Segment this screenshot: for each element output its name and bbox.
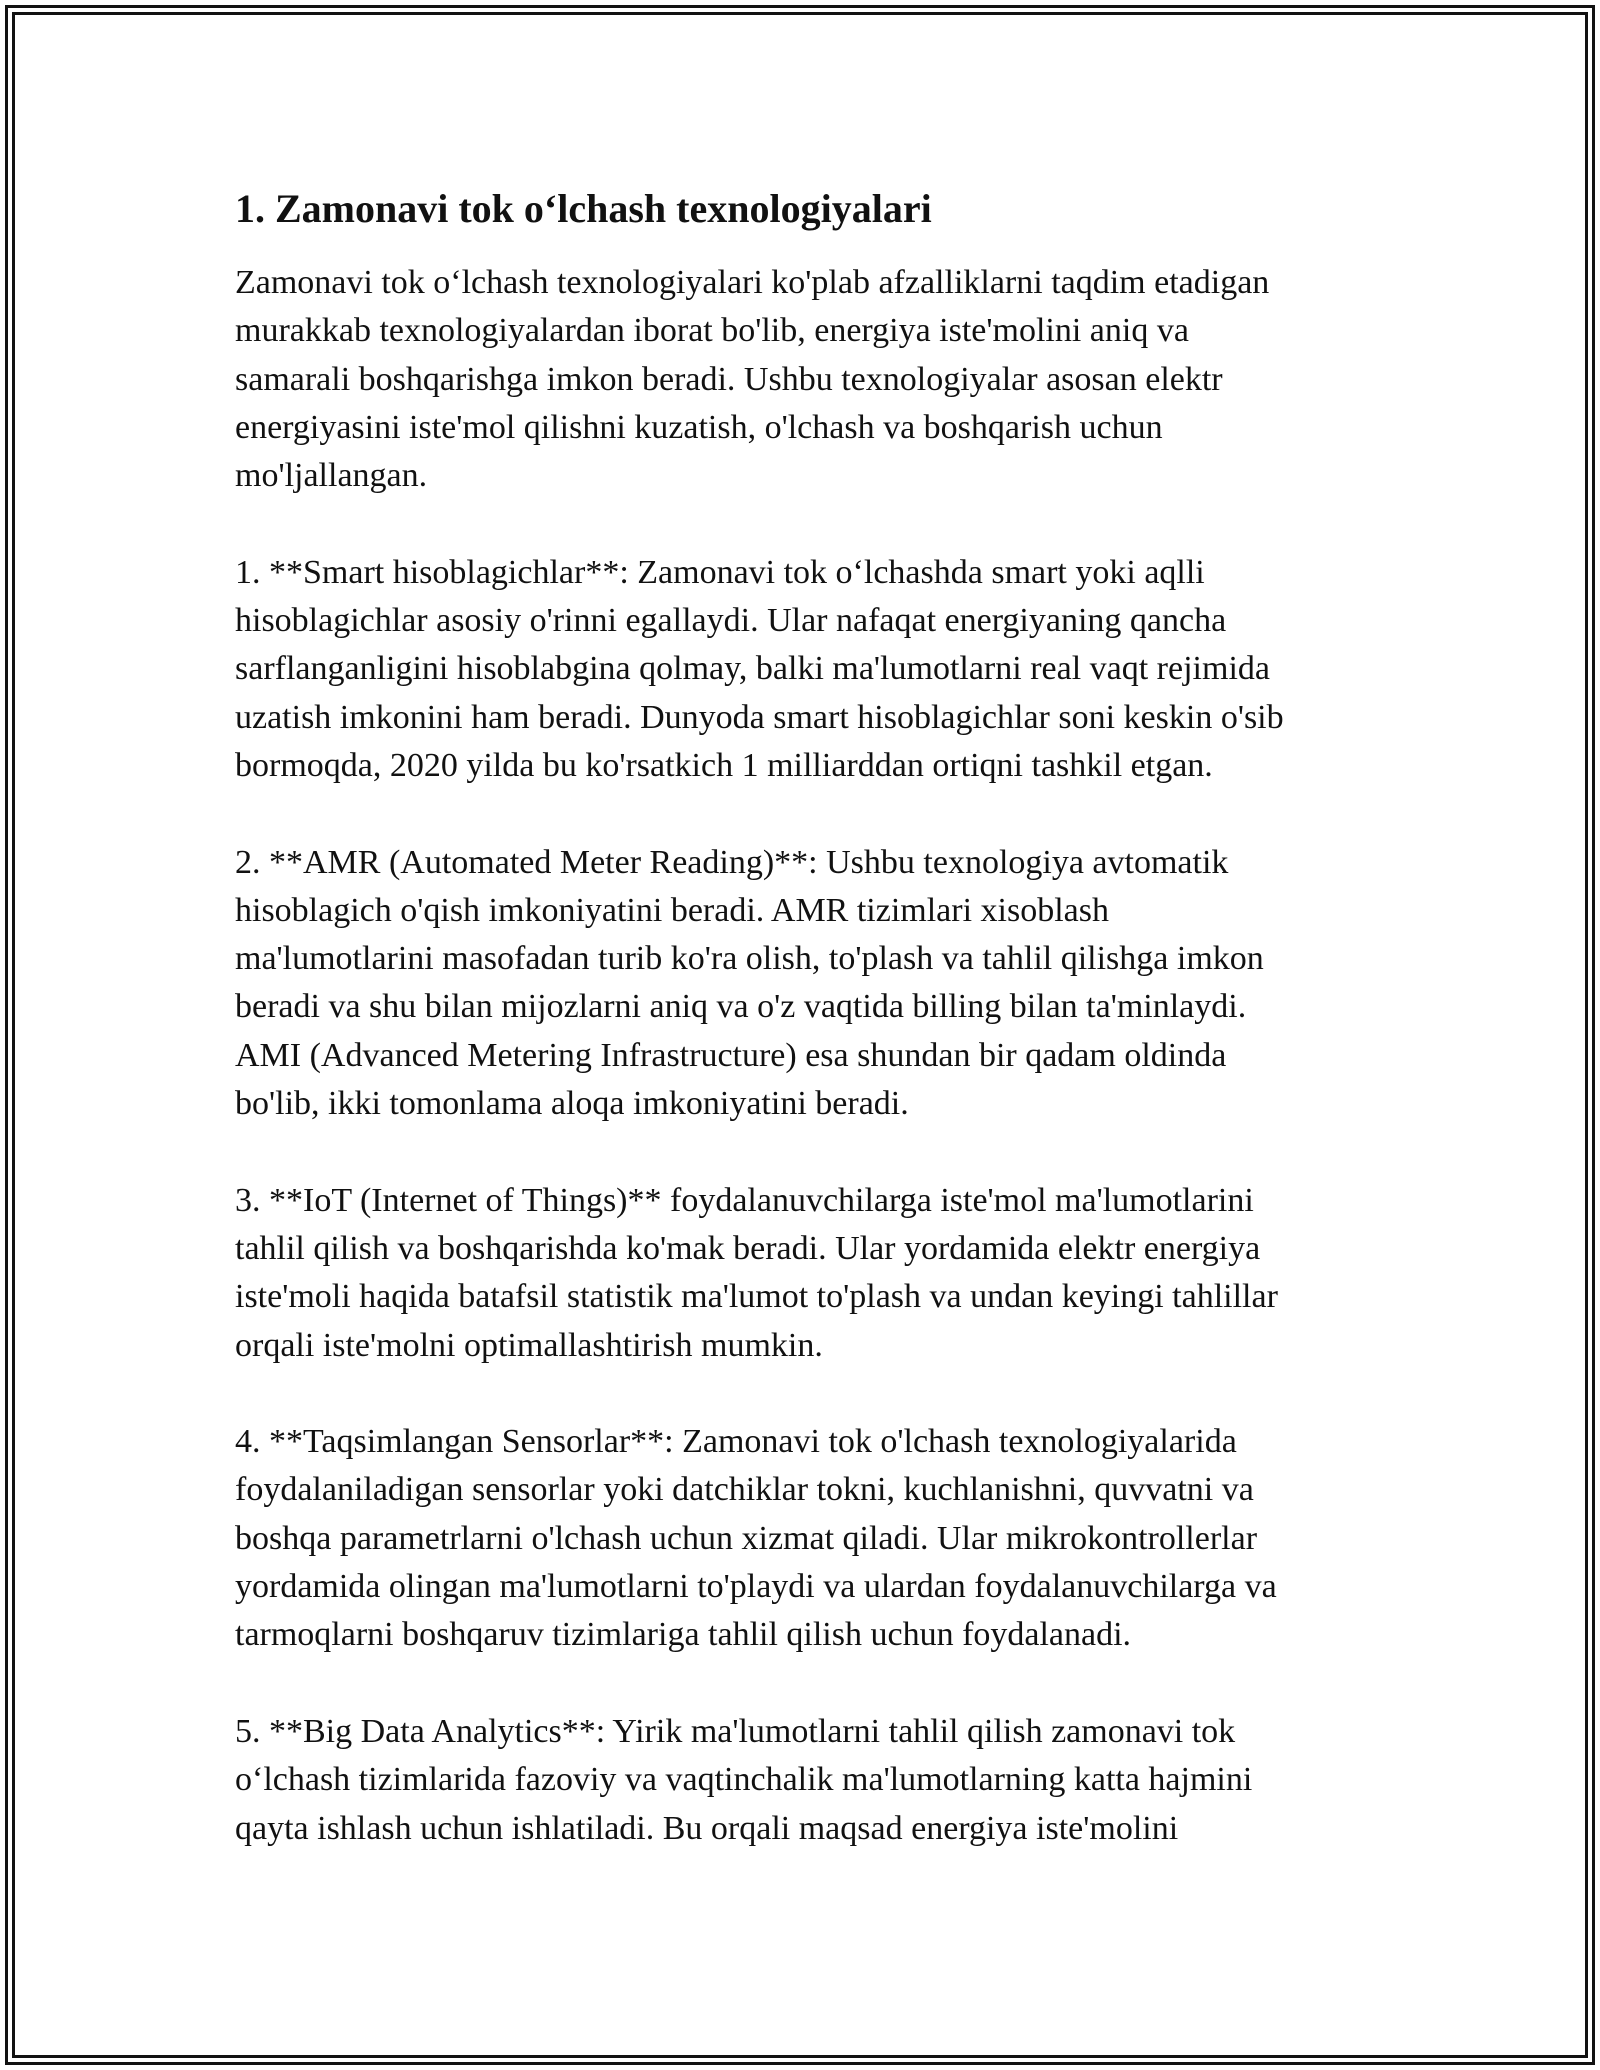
paragraph: [235, 1708, 1385, 1853]
text-line: mo'ljallangan.: [235, 457, 428, 495]
text-line: qayta ishlash uchun ishlatiladi. Bu orqali maqsad energiya iste'molini: [235, 1809, 1179, 1847]
text-line: sarflanganligini hisoblabgina qolmay, balki ma'lumotlarni real vaqt rejimida: [235, 650, 1270, 688]
text-line: iste'moli haqida batafsil statistik ma'lumot to'plash va undan keyingi tahlillar: [235, 1278, 1278, 1316]
paragraph: [235, 1177, 1385, 1370]
text-line: uzatish imkonini ham beradi. Dunyoda smart hisoblagichlar soni keskin o'sib: [235, 698, 1284, 736]
text-line: hisoblagich o'qish imkoniyatini beradi. AMR tizimlari xisoblash: [235, 891, 1109, 929]
text-line: ma'lumotlarini masofadan turib ko'ra olish, to'plash va tahlil qilishga imkon: [235, 940, 1264, 978]
text-line: Zamonavi tok o‘lchash texnologiyalari ko'plab afzalliklarni taqdim etadigan: [235, 264, 1270, 301]
text-line: murakkab texnologiyalardan iborat bo'lib, energiya iste'molini aniq va: [235, 312, 1189, 350]
text-line: 5. **Big Data Analytics**: Yirik ma'lumotlarni tahlil qilish zamonavi tok: [235, 1712, 1236, 1750]
document-body: [235, 185, 1385, 1901]
text-line: 1. **Smart hisoblagichlar**: Zamonavi tok o‘lchashda smart yoki aqlli: [235, 553, 1205, 591]
text-line: 2. **AMR (Automated Meter Reading)**: Ushbu texnologiya avtomatik: [235, 843, 1229, 881]
text-line: orqali iste'molni optimallashtirish mumkin.: [235, 1326, 823, 1364]
text-line: beradi va shu bilan mijozlarni aniq va o'z vaqtida billing bilan ta'minlaydi.: [235, 988, 1247, 1026]
text-line: foydalaniladigan sensorlar yoki datchiklar tokni, kuchlanishni, quvvatni va: [235, 1471, 1254, 1509]
paragraph: [235, 1418, 1385, 1659]
text-line: 4. **Taqsimlangan Sensorlar**: Zamonavi tok o'lchash texnologiyalarida: [235, 1423, 1237, 1461]
paragraph: [235, 839, 1385, 1129]
text-line: o‘lchash tizimlarida fazoviy va vaqtinchalik ma'lumotlarning katta hajmini: [235, 1761, 1253, 1799]
text-line: boshqa parametrlarni o'lchash uchun xizmat qiladi. Ular mikrokontrollerlar: [235, 1519, 1258, 1557]
text-line: AMI (Advanced Metering Infrastructure) esa shundan bir qadam oldinda: [235, 1036, 1227, 1074]
text-line: tarmoqlarni boshqaruv tizimlariga tahlil qilish uchun foydalanadi.: [235, 1616, 1132, 1654]
text-line: tahlil qilish va boshqarishda ko'mak beradi. Ular yordamida elektr energiya: [235, 1229, 1261, 1267]
document-title: 1. Zamonavi tok o‘lchash texnologiyalari: [235, 186, 932, 231]
text-line: samarali boshqarishga imkon beradi. Ushbu texnologiyalar asosan elektr: [235, 360, 1223, 398]
text-line: energiyasini iste'mol qilishni kuzatish, o'lchash va boshqarish uchun: [235, 408, 1163, 446]
paragraph: [235, 549, 1385, 790]
text-line: bormoqda, 2020 yilda bu ko'rsatkich 1 milliarddan ortiqni tashkil etgan.: [235, 746, 1213, 784]
text-line: hisoblagichlar asosiy o'rinni egallaydi. Ular nafaqat energiyaning qancha: [235, 602, 1227, 640]
text-line: bo'lib, ikki tomonlama aloqa imkoniyatini beradi.: [235, 1085, 909, 1123]
paragraph: [235, 259, 1385, 500]
text-line: 3. **IoT (Internet of Things)** foydalanuvchilarga iste'mol ma'lumotlarini: [235, 1181, 1254, 1219]
paragraphs-container: [235, 259, 1385, 1853]
text-line: yordamida olingan ma'lumotlarni to'playdi va ulardan foydalanuvchilarga va: [235, 1568, 1277, 1606]
